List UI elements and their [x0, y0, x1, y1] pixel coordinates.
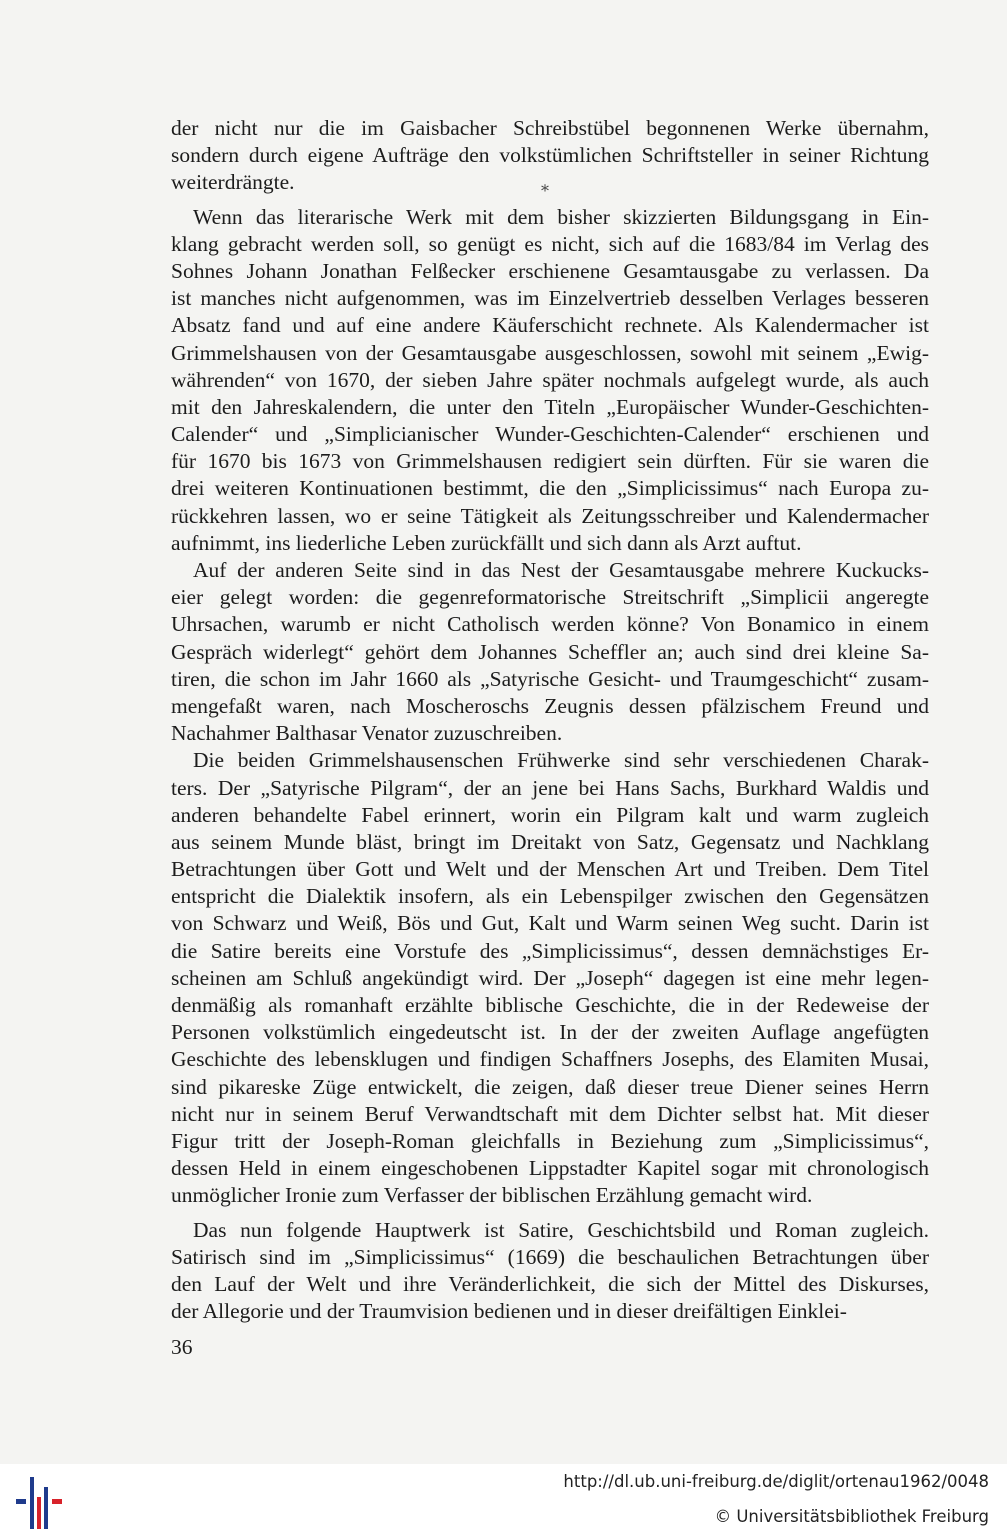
- text-line: ters. Der „Satyrische Pilgram“, der an jene bei Hans Sachs, Burkhard Waldis und: [171, 775, 929, 800]
- text-line: mengefaßt waren, nach Moscheroschs Zeugnis dessen pfälzischem Freund und: [171, 693, 929, 718]
- text-line: Gespräch widerlegt“ gehört dem Johannes Scheffler an; auch sind drei kleine Sa-: [171, 639, 929, 664]
- text-line: Uhrsachen, warumb er nicht Catholisch werden könne? Von Bonamico in einem: [171, 612, 929, 637]
- text-line: der nicht nur die im Gaisbacher Schreibstübel begonnenen Werke übernahm,: [171, 116, 929, 140]
- text-line: aufnimmt, ins liederliche Leben zurückfällt und sich dann als Arzt auftut.: [171, 530, 802, 555]
- text-line: weiterdrängte. ⁎: [171, 169, 929, 196]
- text-line: denmäßig als romanhaft erzählte biblische Geschichte, die in der Redeweise der: [171, 993, 929, 1017]
- text-line: Calender“ und „Simplicianischer Wunder-Geschichten-Calender“ erschienen und: [171, 422, 929, 447]
- text-line: sondern durch eigene Aufträge den volkstümlichen Schriftsteller in seiner Richtung: [171, 143, 929, 168]
- ub-freiburg-logo-icon[interactable]: [14, 1473, 64, 1529]
- text-line: dessen Held in einem eingeschobenen Lippstadter Kapitel sogar mit chronologisch: [171, 1156, 929, 1181]
- text-line: Wenn das literarische Werk mit dem bisher skizzierten Bildungsgang in Ein-: [193, 204, 929, 229]
- text-line: tiren, die schon im Jahr 1660 als „Satyrische Gesicht- und Traumgeschicht“ zusam-: [171, 666, 929, 691]
- text-line: Die beiden Grimmelshausenschen Frühwerke sind sehr verschiedenen Charak-: [193, 748, 929, 773]
- page-number: 36: [171, 1335, 193, 1359]
- text-line: der Allegorie und der Traumvision bedienen und in dieser dreifältigen Einklei-: [171, 1299, 847, 1324]
- paragraph: [171, 557, 929, 747]
- text-line: für 1670 bis 1673 von Grimmelshausen redigiert sein dürften. Für sie waren die: [171, 449, 929, 474]
- text-line: ist manches nicht aufgenommen, was im Einzelvertrieb desselben Verlages besseren: [171, 286, 929, 311]
- paragraph: [171, 747, 929, 1209]
- text-line: mit den Jahreskalendern, die unter den Titeln „Europäischer Wunder-Geschichten-: [171, 394, 929, 419]
- footer-bar: [0, 1464, 1007, 1536]
- text-line: Absatz fand und auf eine andere Käuferschicht rechnete. Als Kalendermacher ist: [171, 313, 929, 338]
- text-line: die Satire bereits eine Vorstufe des „Simplicissimus“, dessen demnächstiges Er-: [171, 938, 929, 963]
- text-line: Personen volkstümlich eingedeutscht ist. In der der zweiten Auflage angefügten: [171, 1020, 929, 1045]
- section-separator-star: ⁎: [541, 178, 549, 196]
- copyright-notice: © Universitätsbibliothek Freiburg: [714, 1507, 989, 1526]
- text-line: Das nun folgende Hauptwerk ist Satire, Geschichtsbild und Roman zugleich.: [193, 1217, 929, 1242]
- text-line: Betrachtungen über Gott und Welt und der Menschen Art und Treiben. Dem Titel: [171, 857, 929, 882]
- text-line: scheinen am Schluß angekündigt wird. Der „Joseph“ dagegen ist eine mehr legen-: [171, 965, 929, 990]
- text-line: Auf der anderen Seite sind in das Nest der Gesamtausgabe mehrere Kuckucks-: [193, 558, 929, 582]
- text-line: unmöglicher Ironie zum Verfasser der biblischen Erzählung gemacht wird.: [171, 1183, 813, 1208]
- body-text: [171, 115, 929, 1325]
- text-line: Geschichte des lebensklugen und findigen Schaffners Josephs, des Elamiten Musai,: [171, 1047, 929, 1072]
- text-line: anderen behandelte Fabel erinnert, worin ein Pilgram kalt und warm zugleich: [171, 802, 929, 827]
- text-line: Nachahmer Balthasar Venator zuzuschreiben.: [171, 721, 563, 746]
- text-line: von Schwarz und Weiß, Bös und Gut, Kalt und Warm seinen Weg sucht. Darin ist: [171, 911, 929, 936]
- paragraph: [171, 1217, 929, 1326]
- text-line: nicht nur in seinem Beruf Verwandtschaft mit dem Dichter selbst hat. Mit dieser: [171, 1101, 929, 1126]
- text-line: entspricht die Dialektik insofern, als ein Lebenspilger zwischen den Gegensätzen: [171, 884, 929, 909]
- text-line: Grimmelshausen von der Gesamtausgabe ausgeschlossen, sowohl mit seinem „Ewig-: [171, 340, 929, 365]
- text-line: klang gebracht werden soll, so genügt es nicht, sich auf die 1683/84 im Verlag des: [171, 231, 929, 256]
- paragraph: [171, 204, 929, 557]
- source-url-link[interactable]: http://dl.ub.uni-freiburg.de/diglit/ortenau1962/0048: [563, 1472, 989, 1491]
- text-line: rückkehren lassen, wo er seine Tätigkeit als Zeitungsschreiber und Kalendermacher: [171, 503, 929, 528]
- text-line: währenden“ von 1670, der sieben Jahre später nochmals aufgelegt wurde, als auch: [171, 367, 929, 392]
- text-line: Figur tritt der Joseph-Roman gleichfalls in Beziehung zum „Simplicissimus“,: [171, 1128, 929, 1153]
- paragraph: [171, 115, 929, 197]
- text-line: Sohnes Johann Jonathan Felßecker erschienene Gesamtausgabe zu verlassen. Da: [171, 258, 929, 283]
- text-line: sind pikareske Züge entwickelt, die zeigen, daß dieser treue Diener seines Herrn: [171, 1074, 929, 1099]
- text-line: drei weiteren Kontinuationen bestimmt, die den „Simplicissimus“ nach Europa zu-: [171, 476, 929, 501]
- text-line: aus seinem Munde bläst, bringt im Dreitakt von Satz, Gegensatz und Nachklang: [171, 829, 929, 854]
- text-line: eier gelegt worden: die gegenreformatorische Streitschrift „Simplicii angeregte: [171, 585, 929, 610]
- text-line: den Lauf der Welt und ihre Veränderlichkeit, die sich der Mittel des Diskurses,: [171, 1271, 929, 1296]
- text-line: Satirisch sind im „Simplicissimus“ (1669) die beschaulichen Betrachtungen über: [171, 1244, 929, 1269]
